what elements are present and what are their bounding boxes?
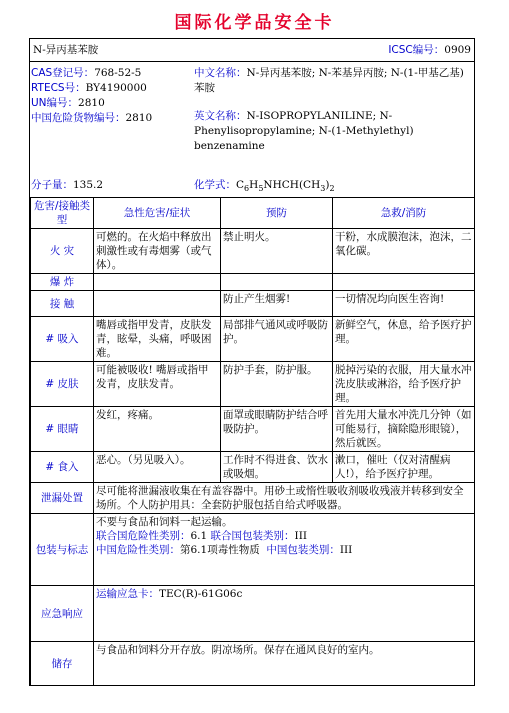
header-cell-firstaid: 急救/消防 bbox=[333, 198, 475, 229]
packaging-un-line: 联合国危险性类别：6.1 联合国包装类别：III bbox=[96, 530, 307, 542]
card-title: 国际化学品安全卡 bbox=[174, 13, 335, 33]
row-symptom bbox=[94, 274, 221, 291]
table-row-skin bbox=[31, 362, 475, 407]
en-name-value: N-ISOPROPYLANILINE; N-Phenylisopropylamine; N-(1-Methylethyl) benzenamine bbox=[194, 110, 414, 152]
un-line bbox=[31, 96, 191, 111]
identifier-block bbox=[31, 66, 191, 126]
molecular-weight bbox=[31, 178, 103, 193]
table-row-explosion bbox=[31, 274, 475, 291]
row-symptom bbox=[94, 291, 221, 317]
row-firstaid: 新鲜空气，休息，给予医疗护理。 bbox=[333, 317, 475, 362]
row-symptom: 可能被吸收! 嘴唇或指甲发青，皮肤发青。 bbox=[94, 362, 221, 407]
english-name bbox=[194, 109, 472, 154]
mw-value: 135.2 bbox=[73, 179, 104, 191]
cn-danger-line bbox=[31, 111, 191, 126]
row-cat: # 皮肤 bbox=[31, 362, 94, 407]
table-row-storage bbox=[31, 642, 475, 686]
cn-name-label: 中文名称： bbox=[194, 67, 247, 79]
icsc-value: 0909 bbox=[444, 44, 471, 56]
storage-label: 储存 bbox=[31, 642, 94, 686]
packaging-label: 包装与标志 bbox=[31, 514, 94, 586]
header-cell-type: 危害/接触类型 bbox=[31, 198, 94, 229]
table-row-eyes bbox=[31, 407, 475, 452]
table-row-fire bbox=[31, 229, 475, 274]
row-firstaid: 干粉，水成膜泡沫，泡沫，二氧化碳。 bbox=[333, 229, 475, 274]
row-prevention: 局部排气通风或呼吸防护。 bbox=[221, 317, 333, 362]
packaging-cn-line: 中国危险性类别：第6.1项毒性物质 中国包装类别：III bbox=[96, 544, 353, 556]
row-symptom: 发红，疼痛。 bbox=[94, 407, 221, 452]
row-cat: 爆 炸 bbox=[31, 274, 94, 291]
emergency-label: 应急响应 bbox=[31, 586, 94, 642]
formula-value: $C_6H_5NHCH(CH_3)_2$ bbox=[236, 179, 335, 194]
row-cat: 接 触 bbox=[31, 291, 94, 317]
cas-value: 768-52-5 bbox=[94, 67, 142, 79]
mw-label: 分子量： bbox=[31, 179, 73, 191]
storage-text: 与食品和饲料分开存放。阴凉场所。保存在通风良好的室内。 bbox=[94, 642, 475, 686]
row-firstaid: 脱掉污染的衣服，用大量水冲洗皮肤或淋浴，给予医疗护理。 bbox=[333, 362, 475, 407]
row-prevention: 防止产生烟雾! bbox=[221, 291, 333, 317]
safety-card bbox=[29, 38, 475, 686]
un-value: 2810 bbox=[78, 97, 105, 109]
hazard-table bbox=[30, 197, 475, 686]
icsc-label: ICSC编号： bbox=[388, 44, 445, 56]
row-cat: 火 灾 bbox=[31, 229, 94, 274]
table-header-row bbox=[31, 198, 475, 229]
rtecs-label: RTECS号： bbox=[31, 82, 86, 94]
row-prevention: 工作时不得进食、饮水或吸烟。 bbox=[221, 452, 333, 483]
row-prevention: 禁止明火。 bbox=[221, 229, 333, 274]
table-row-spill bbox=[31, 483, 475, 514]
un-label: UN编号： bbox=[31, 97, 79, 109]
packaging-text bbox=[94, 514, 475, 586]
row-cat: # 食入 bbox=[31, 452, 94, 483]
packaging-line: 不要与食品和饲料一起运输。 bbox=[96, 516, 233, 528]
table-row-packaging bbox=[31, 514, 475, 586]
chinese-name bbox=[194, 66, 472, 96]
row-cat: # 吸入 bbox=[31, 317, 94, 362]
table-row-emergency bbox=[31, 586, 475, 642]
spill-text: 尽可能将泄漏液收集在有盖容器中。用砂土或惰性吸收剂吸收残液并转移到安全场所。个人防护用具：全套防护服包括自给式呼吸器。 bbox=[94, 483, 475, 514]
icsc-number bbox=[388, 43, 471, 58]
en-name-label: 英文名称： bbox=[194, 110, 247, 122]
rtecs-value: BY4190000 bbox=[85, 82, 147, 94]
table-row-ingestion bbox=[31, 452, 475, 483]
row-prevention: 面罩或眼睛防护结合呼吸防护。 bbox=[221, 407, 333, 452]
header-cell-symptoms: 急性危害/症状 bbox=[94, 198, 221, 229]
row-firstaid: 首先用大量水冲洗几分钟（如可能易行，摘除隐形眼镜），然后就医。 bbox=[333, 407, 475, 452]
chemical-name: N-异丙基苯胺 bbox=[33, 44, 99, 56]
row-firstaid bbox=[333, 274, 475, 291]
cn-danger-value: 2810 bbox=[125, 112, 153, 124]
row-symptom: 可燃的。在火焰中释放出刺激性或有毒烟雾（或气体）。 bbox=[94, 229, 221, 274]
table-row-exposure bbox=[31, 291, 475, 317]
row-symptom: 嘴唇或指甲发青，皮肤发青，眩晕，头痛，呼吸困难。 bbox=[94, 317, 221, 362]
spill-label: 泄漏处置 bbox=[31, 483, 94, 514]
chemical-formula bbox=[194, 178, 335, 193]
cas-line bbox=[31, 66, 191, 81]
emergency-text: 运输应急卡：TEC(R)-61G06c bbox=[94, 586, 475, 642]
row-cat: # 眼睛 bbox=[31, 407, 94, 452]
row-firstaid: 漱口，催吐（仅对清醒病人!），给予医疗护理。 bbox=[333, 452, 475, 483]
row-prevention bbox=[221, 274, 333, 291]
formula-label: 化学式： bbox=[194, 179, 236, 191]
cn-name-value: N-异丙基苯胺; N-苯基异丙胺; N-(1-甲基乙基)苯胺 bbox=[194, 67, 464, 94]
row-symptom: 恶心。（另见吸入）。 bbox=[94, 452, 221, 483]
table-row-inhalation bbox=[31, 317, 475, 362]
cn-danger-label: 中国危险货物编号： bbox=[31, 112, 126, 124]
rtecs-line bbox=[31, 81, 191, 96]
divider bbox=[30, 61, 474, 62]
row-prevention: 防护手套，防护服。 bbox=[221, 362, 333, 407]
cas-label: CAS登记号： bbox=[31, 67, 95, 79]
row-firstaid: 一切情况均向医生咨询! bbox=[333, 291, 475, 317]
header-cell-prevention: 预防 bbox=[221, 198, 333, 229]
